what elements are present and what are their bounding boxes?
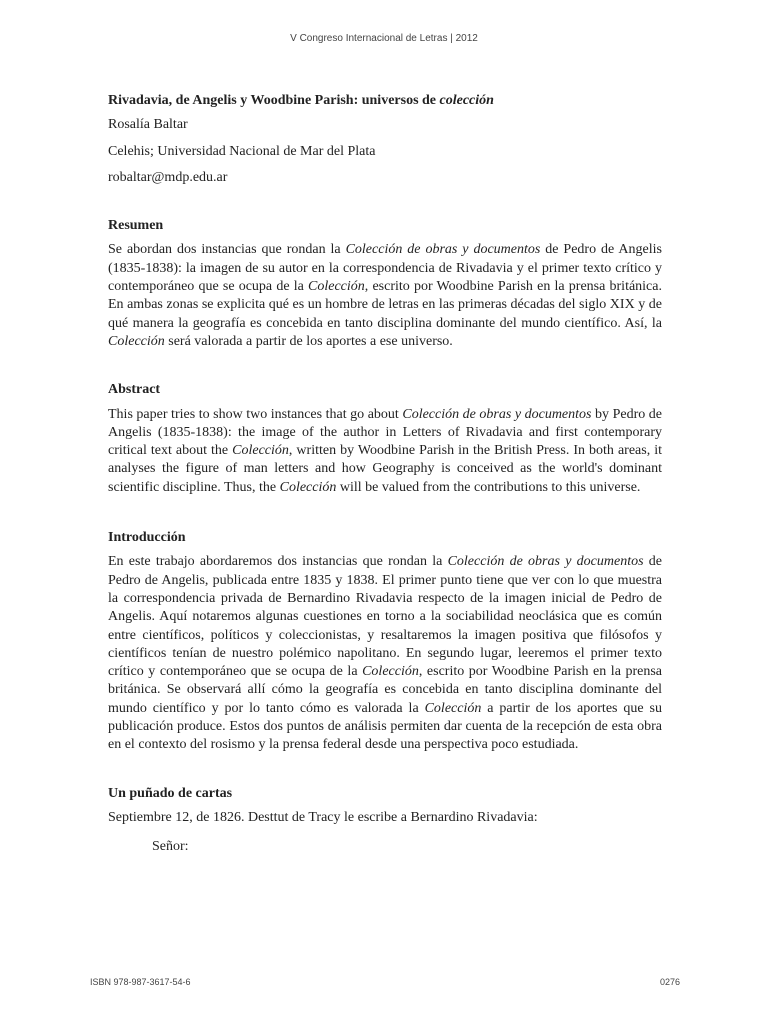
cartas-section bbox=[108, 785, 662, 857]
introduccion-text-1: En este trabajo abordaremos dos instancias que rondan la bbox=[108, 554, 448, 570]
abstract-paragraph bbox=[108, 406, 662, 497]
isbn-label: ISBN 978-987-3617-54-6 bbox=[90, 977, 191, 987]
introduccion-italic-2: Colección bbox=[362, 664, 419, 680]
cartas-heading: Un puñado de cartas bbox=[108, 785, 233, 801]
abstract-text-3: , written by Woodbine Parish in the British Press. In both areas, it analyses the figure of man letters and how Geography is conceived as the world's dominant scientific discipline. Thus, the bbox=[108, 443, 662, 495]
resumen-text-3: , escrito por Woodbine Parish en la prensa británica. En ambas zonas se explicita qué es un hombre de letras en las primeras décadas del siglo XIX y de qué manera la geografía es concebida en tanto disciplina dominante del mundo científico. Así, la bbox=[108, 279, 662, 331]
abstract-section bbox=[108, 381, 662, 497]
introduccion-italic-1: Colección de obras y documentos bbox=[447, 554, 644, 570]
paper-title-main: Rivadavia, de Angelis y Woodbine Parish: universos de bbox=[108, 93, 437, 108]
resumen-text-1: Se abordan dos instancias que rondan la bbox=[108, 242, 346, 258]
introduccion-section bbox=[108, 529, 662, 755]
resumen-paragraph bbox=[108, 241, 662, 351]
abstract-text-1: This paper tries to show two instances that go about bbox=[108, 406, 403, 422]
introduccion-italic-3: Colección bbox=[424, 700, 482, 716]
resumen-italic-1: Colección de obras y documentos bbox=[345, 242, 541, 258]
document-body bbox=[108, 92, 662, 857]
resumen-text-4: será valorada a partir de los aportes a ese universo. bbox=[164, 333, 453, 349]
abstract-italic-1: Colección de obras y documentos bbox=[402, 406, 592, 422]
abstract-italic-3: Colección bbox=[279, 479, 337, 495]
author-email[interactable]: robaltar@mdp.edu.ar bbox=[108, 169, 228, 185]
abstract-italic-2: Colección bbox=[232, 443, 289, 459]
resumen-heading: Resumen bbox=[108, 218, 164, 234]
resumen-italic-3: Colección bbox=[108, 333, 165, 349]
abstract-text-2: by Pedro de Angelis (1835-1838): the image of the author in Letters of Rivadavia and first contemporary critical text about the bbox=[108, 406, 662, 459]
letter-salutation: Señor: bbox=[152, 839, 189, 855]
introduccion-paragraph bbox=[108, 553, 662, 754]
paper-title bbox=[108, 92, 662, 110]
resumen-italic-2: Colección bbox=[308, 279, 365, 295]
abstract-text-4: will be valued from the contributions to this universe. bbox=[336, 479, 641, 495]
author-name: Rosalía Baltar bbox=[108, 117, 188, 133]
resumen-section bbox=[108, 217, 662, 351]
introduccion-heading: Introducción bbox=[108, 530, 186, 546]
page-footer bbox=[90, 977, 680, 987]
cartas-line: Septiembre 12, de 1826. Desttut de Tracy le escribe a Bernardino Rivadavia: bbox=[108, 809, 538, 825]
abstract-heading: Abstract bbox=[108, 382, 161, 398]
introduccion-text-3: , escrito por Woodbine Parish en la prensa británica. Se observará allí cómo la geografía es concebida en tanto disciplina dominante del mundo científico y por lo tanto cómo es valorada la bbox=[108, 664, 662, 716]
running-header: V Congreso Internacional de Letras | 2012 bbox=[290, 33, 478, 44]
introduccion-text-4: a partir de los aportes que su publicación produce. Estos dos puntos de análisis permiten dar cuenta de la recepción de esta obra en el contexto del rosismo y la prensa federal desde una perspectiva poco estudiada. bbox=[108, 700, 662, 753]
introduccion-text-2: de Pedro de Angelis, publicada entre 1835 y 1838. El primer punto tiene que ver con lo que muestra la correspondencia privada de Bernardino Rivadavia respecto de la imagen inicial de Pedro de Angelis. Aquí notaremos algunas cuestiones en torno a la sociabilidad neoclásica que es común entre científicos, políticos y coleccionistas, y resaltaremos la imagen positiva que filósofos y científicos tenían de nuestro polémico napolitano. En segundo lugar, leeremos el primer texto crítico y contemporáneo que se ocupa de la bbox=[108, 554, 662, 680]
page-number: 0276 bbox=[659, 977, 680, 987]
paper-title-italic: colección bbox=[439, 93, 494, 108]
resumen-text-2: de Pedro de Angelis (1835-1838): la imagen de su autor en la correspondencia de Rivadavia y el primer texto crítico y contemporáneo que se ocupa de la bbox=[108, 242, 662, 295]
author-affiliation: Celehis; Universidad Nacional de Mar del Plata bbox=[108, 143, 376, 159]
